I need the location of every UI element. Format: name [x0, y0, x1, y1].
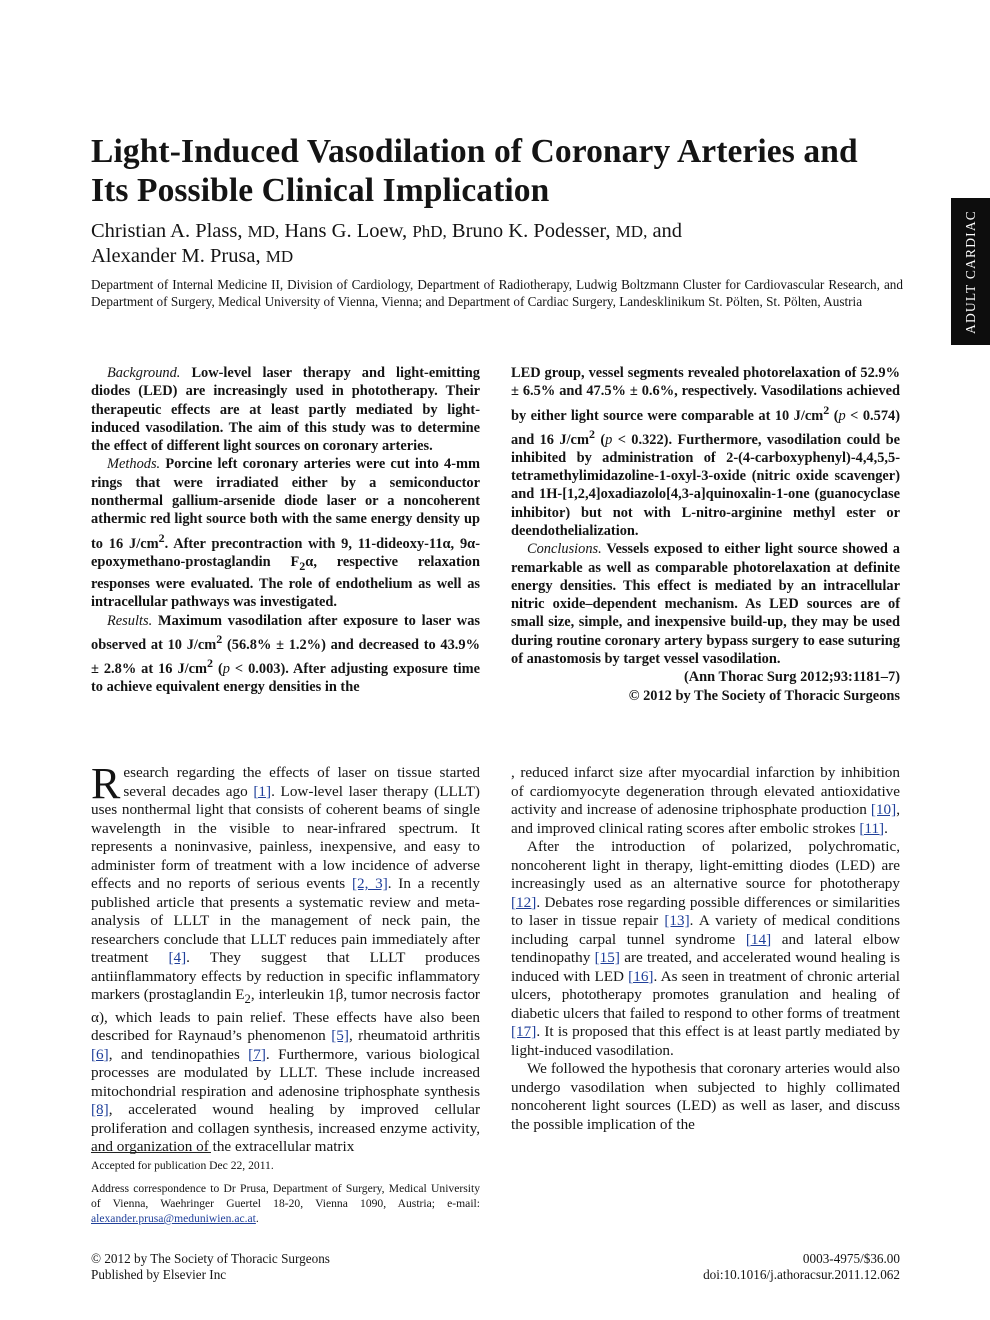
footnote-text: Address correspondence to Dr Prusa, Department of Surgery, Medical University of Vienna, Waehringer Guertel 18-20, Vienna 1090, Austria; e-mail:: [91, 1182, 480, 1210]
author-name: Alexander M. Prusa,: [91, 245, 261, 267]
author-degree: PhD,: [412, 222, 447, 241]
accepted-date: Accepted for publication Dec 22, 2011.: [91, 1159, 274, 1172]
body-text: After the introduction of polarized, polychromatic, noncoherent light in therapy, light-emitting diodes (LED) are increasingly used as an alternative source for phototherapy: [511, 838, 900, 892]
abstract-text: . After precontraction with 9, 11-dideoxy-11α, 9α-epoxymethano-prostaglandin F: [91, 535, 480, 570]
section-tab-label: ADULT CARDIAC: [962, 209, 978, 334]
reference-link[interactable]: [11]: [859, 819, 885, 837]
drop-cap: R: [91, 759, 121, 808]
body-text: esearch regarding the effects of laser on tissue started several decades ago: [123, 764, 480, 800]
reference-link[interactable]: [7]: [248, 1045, 266, 1063]
body-text: . A variety of medical conditions including carpal tunnel syndrome: [511, 912, 900, 948]
body-text: are treated, and accelerated wound healing is induced with LED: [511, 949, 901, 985]
body-text: , and tendinopathies: [108, 1045, 249, 1063]
superscript: 2: [823, 402, 830, 417]
author-conjunction: and: [652, 220, 683, 242]
article-title: Light-Induced Vasodilation of Coronary Arteries and Its Possible Clinical Implication: [91, 133, 858, 209]
body-text: .: [884, 819, 888, 837]
subscript: 2: [299, 558, 306, 573]
abstract-text: Maximum vasodilation after exposure to laser was observed at 10 J/cm: [91, 612, 480, 653]
superscript: 2: [216, 631, 223, 646]
reference-link[interactable]: [13]: [664, 912, 690, 929]
body-text: . Furthermore, various biological processes are modulated by LLLT. These include increased mitochondrial respiration and adenosine triphosphate synthesis: [91, 1045, 480, 1100]
footer-doi: doi:10.1016/j.athoracsur.2011.12.062: [703, 1267, 900, 1282]
body-text: and lateral elbow tendinopathy: [511, 930, 900, 966]
reference-link[interactable]: [10]: [870, 801, 897, 818]
abstract-text: (: [829, 407, 839, 424]
abstract-text: < 0.322). Furthermore, vasodilation could be inhibited by administration of 2-(4-carboxyphenyl)-4,4,5,5-tetramethylimidazoline-1-oxyl-3-oxide (nitric oxide scavenger) and 1H-[1,2,4]oxadiazolo[4,3-a]quinoxalin-1-one (guanocyclase inhibitor) but not with L-nitro-arginine methyl ester or deendothelialization.: [511, 431, 901, 539]
abstract-text: (: [213, 660, 223, 677]
abstract-text: < 0.574) and 16 J/cm: [511, 407, 901, 448]
footer-price: 0003-4975/$36.00: [802, 1251, 900, 1266]
reference-link[interactable]: [14]: [745, 930, 772, 948]
abstract-text: (56.8% ± 1.2%) and decreased to 43.9% ± 2.8% at 16 J/cm: [91, 636, 480, 677]
p-value-symbol: p: [838, 407, 846, 424]
abstract-text: Low-level laser therapy and light-emitting diodes (LED) are increasingly used in phototherapy. Their therapeutic effects are at least partly mediated by light-induced vasodilation. The aim of this study was to determine the effect of different light sources on coronary arteries.: [91, 365, 480, 455]
reference-link[interactable]: [6]: [91, 1045, 109, 1063]
author-list: [91, 219, 811, 269]
body-text: . Low-level laser therapy (LLLT) uses nonthermal light that consists of coherent beams of single wavelength in the visible to near-infrared spectrum. It represents a noninvasive, painless, inexpensive, and easy to administer form of treatment with a low incidence of adverse effects and no reports of serious events: [91, 782, 480, 892]
abstract-text: < 0.003). After adjusting exposure time to achieve equivalent energy densities in the: [91, 660, 480, 696]
author-name: Bruno K. Podesser,: [451, 220, 611, 242]
author-name: Hans G. Loew,: [284, 220, 408, 242]
author-name: Christian A. Plass,: [91, 220, 243, 242]
abstract-text: Porcine left coronary arteries were cut into 4-mm rings that were irradiated either by a semiconductor nonthermal gallium-arsenide diode laser or a noncoherent athermic red light source both with the same energy density up to 16 J/cm: [91, 456, 480, 552]
body-text: . They suggest that LLLT produces antiinflammatory effects by reduction in specific inflammatory markers (prostaglandin E: [91, 949, 480, 1003]
abstract-background: [91, 364, 480, 455]
reference-link[interactable]: [8]: [91, 1101, 109, 1119]
footnotes: [91, 1158, 480, 1234]
abstract-results-continued: [511, 364, 900, 540]
affiliation: Department of Internal Medicine II, Division of Cardiology, Department of Radiotherapy, Ludwig Boltzmann Cluster for Cardiovascular Research, and Department of Surgery, Medical University of Vienna, Vienna; and Department of Cardiac Surgery, Landesklinikum St. Pölten, St. Pölten, Austria: [91, 277, 903, 309]
abstract-left-column: [91, 364, 480, 696]
abstract-text: LED group, vessel segments revealed photorelaxation of 52.9% ± 6.5% and 47.5% ± 0.6%, respectively. Vasodilations achieved by either light source were comparable at 10 J/cm: [511, 365, 900, 424]
superscript: 2: [158, 530, 165, 545]
body-text: , rheumatoid arthritis: [348, 1027, 481, 1045]
author-degree: MD,: [615, 222, 648, 241]
body-paragraph: We followed the hypothesis that coronary arteries would also undergo vasodilation when subjected to highly collimated noncoherent light sources (LED) as well as laser, and discuss the possible implication of the: [511, 1060, 900, 1133]
body-text: . It is proposed that this effect is at least partly mediated by light-induced vasodilation.: [511, 1023, 900, 1059]
section-tab: [951, 198, 990, 345]
body-text: , and improved clinical rating scores after embolic strokes: [511, 801, 900, 837]
body-paragraph: [91, 759, 481, 1157]
journal-citation: (Ann Thorac Surg 2012;93:1181–7): [683, 669, 900, 686]
abstract-text: (: [594, 431, 606, 448]
reference-link[interactable]: [1]: [253, 782, 272, 800]
superscript: 2: [588, 426, 595, 441]
abstract-right-column: [511, 364, 900, 705]
body-text: , accelerated wound healing by improved cellular proliferation and collagen synthesis, increased enzyme activity, and organization of the extracellular matrix: [91, 1101, 480, 1156]
reference-link[interactable]: [5]: [331, 1027, 349, 1045]
abstract-label: Results.: [107, 612, 153, 629]
abstract-label: Background.: [107, 365, 181, 381]
body-text: . Debates rose regarding possible differences or similarities to laser in tissue repair: [511, 893, 900, 929]
footnote-text: .: [255, 1212, 259, 1225]
abstract-label: Conclusions.: [527, 541, 602, 558]
superscript: 2: [207, 655, 214, 670]
body-right-column: [511, 764, 900, 1134]
body-text: , reduced infarct size after myocardial infarction by inhibition of cardiomyocyte degeneration through elevated antioxidative activity and increase of adenosine triphosphate production: [511, 764, 900, 818]
p-value-symbol: p: [222, 660, 230, 677]
reference-link[interactable]: [17]: [511, 1023, 537, 1040]
abstract-conclusions: [511, 540, 900, 668]
footer-right: [600, 1251, 900, 1283]
abstract-copyright: © 2012 by The Society of Thoracic Surgeons: [628, 687, 900, 704]
footer-publisher: Published by Elsevier Inc: [91, 1267, 227, 1282]
reference-link[interactable]: [12]: [511, 893, 537, 911]
footer-copyright: © 2012 by The Society of Thoracic Surgeons: [91, 1251, 330, 1266]
subscript: 2: [244, 992, 251, 1007]
abstract-methods: [91, 455, 480, 611]
abstract-text: α, respective relaxation responses were evaluated. The role of endothelium as well as intracellular pathways was investigated.: [91, 553, 480, 611]
body-text: . In a recently published article that presents a systematic review and meta-analysis of LLLT in the management of neck pain, the researchers conclude that LLLT reduces pain immediately after treatment: [91, 875, 480, 966]
p-value-symbol: p: [605, 431, 613, 448]
reference-link[interactable]: [4]: [168, 949, 187, 966]
correspondence-address: [91, 1181, 480, 1226]
email-link[interactable]: alexander.prusa@meduniwien.ac.at: [91, 1212, 256, 1225]
reference-link[interactable]: [2, 3]: [351, 875, 388, 892]
reference-link[interactable]: [16]: [628, 967, 654, 985]
footer-left: [91, 1251, 330, 1283]
author-degree: MD: [265, 247, 294, 266]
abstract-label: Methods.: [107, 456, 161, 473]
body-text: . As seen in treatment of chronic arterial ulcers, phototherapy promotes granulation and healing of diabetic ulcers that failed to respond to other forms of treatment: [511, 967, 900, 1022]
footnote-divider: [91, 1152, 211, 1153]
body-left-column: [91, 759, 481, 1157]
abstract-text: Vessels exposed to either light source showed a remarkable as well as comparable photorelaxation at definite energy densities. This effect is mediated by an intracellular nitric oxide–dependent mechanism. As LED sources are of small size, simple, and inexpensive build-up, they may be used during routine coronary artery bypass surgery to ease suturing of anastomosis by target vessel vasodilation.: [511, 541, 900, 668]
abstract-results: [91, 612, 480, 697]
body-text: , interleukin 1β, tumor necrosis factor α), which leads to pain relief. These effects have also been described for Raynaud’s phenomenon: [91, 986, 480, 1045]
body-paragraph: [511, 764, 900, 838]
body-paragraph: [511, 838, 900, 1060]
author-degree: MD,: [247, 222, 280, 241]
reference-link[interactable]: [15]: [594, 949, 620, 966]
